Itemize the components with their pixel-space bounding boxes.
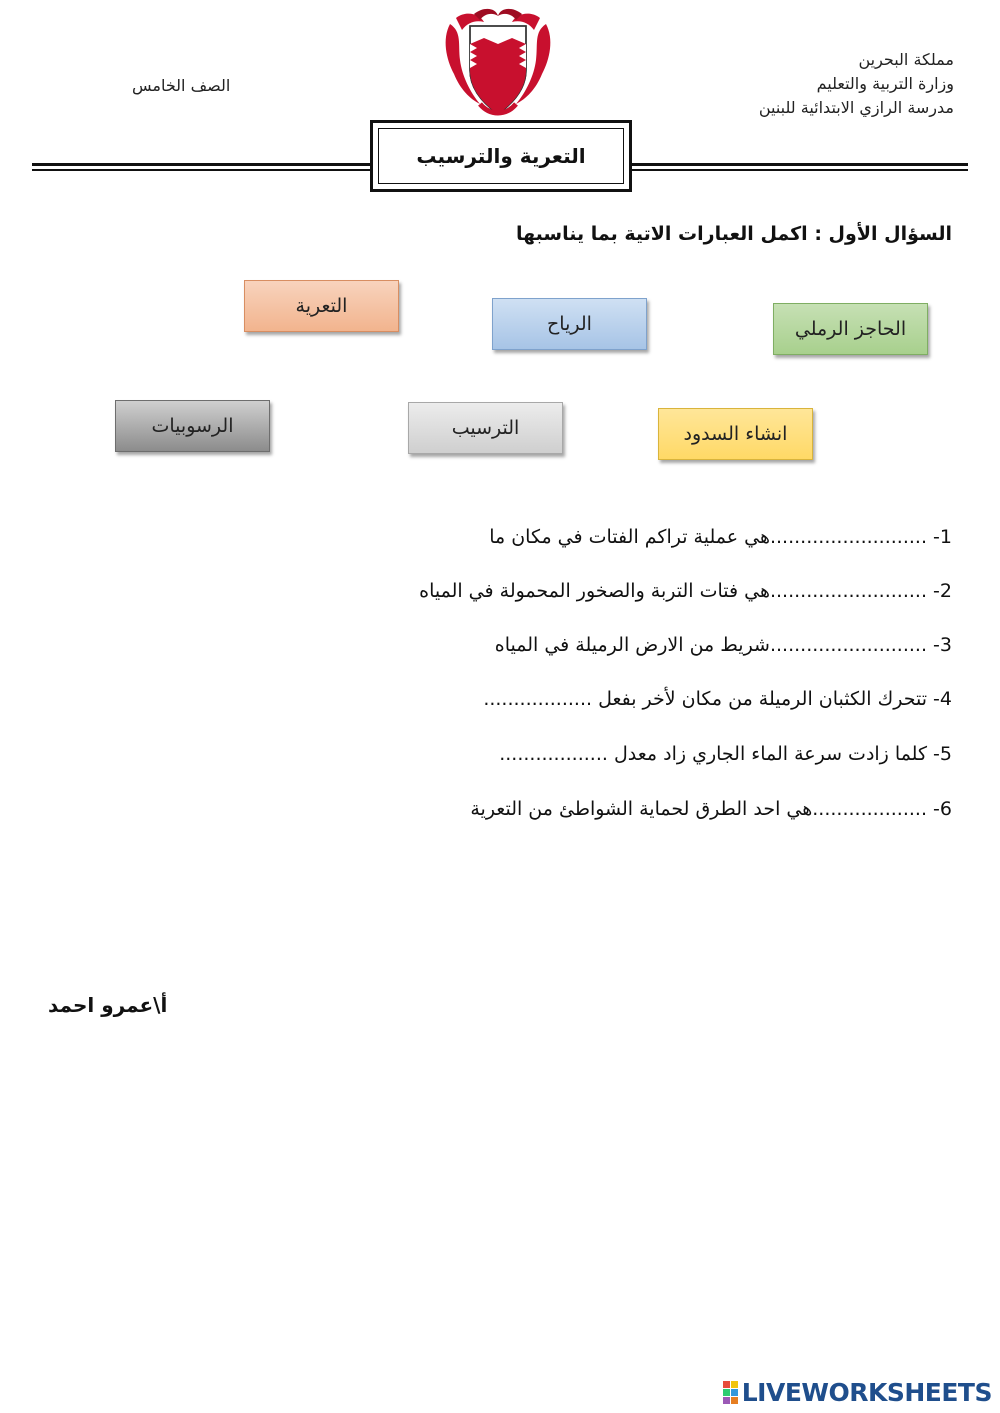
word-chip-sediments[interactable]: الرسوبيات [115, 400, 270, 452]
header-rule-left-bottom [32, 169, 372, 171]
statement-3[interactable]: 3- ..........................شريط من الارض الرميلة في المياه [494, 634, 952, 656]
word-chip-deposition[interactable]: الترسيب [408, 402, 563, 454]
header-rule-right-bottom [632, 169, 968, 171]
ministry-name: وزارة التربية والتعليم [816, 74, 954, 93]
bahrain-emblem-icon [440, 4, 556, 124]
header-rule-left-top [32, 163, 372, 166]
word-chip-wind[interactable]: الرياح [492, 298, 647, 350]
brand-name: LIVEWORKSHEETS [741, 1378, 992, 1407]
worksheet-title: التعرية والترسيب [416, 144, 586, 168]
country-name: مملكة البحرين [858, 50, 954, 69]
statement-1[interactable]: 1- ..........................هي عملية تراكم الفتات في مكان ما [489, 526, 952, 548]
header-rule-right-top [632, 163, 968, 166]
question-prompt: السؤال الأول : اكمل العبارات الاتية بما يناسبها [515, 223, 952, 245]
liveworksheets-logo-icon [723, 1381, 738, 1404]
word-chip-sand-barrier[interactable]: الحاجز الرملي [773, 303, 928, 355]
grade-label: الصف الخامس [132, 76, 231, 95]
teacher-signature: أ\عمرو احمد [48, 993, 168, 1017]
statement-2[interactable]: 2- ..........................هي فتات التربة والصخور المحمولة في المياه [419, 580, 952, 602]
statement-5[interactable]: 5- كلما زادت سرعة الماء الجاري زاد معدل .................. [499, 743, 952, 765]
word-chip-erosion[interactable]: التعرية [244, 280, 399, 332]
statement-6[interactable]: 6- ...................هي احد الطرق لحماية الشواطئ من التعرية [470, 798, 952, 820]
word-chip-dam-building[interactable]: انشاء السدود [658, 408, 813, 460]
title-box [370, 120, 632, 192]
statement-4[interactable]: 4- تتحرك الكثبان الرميلة من مكان لأخر بفعل .................. [483, 688, 952, 710]
liveworksheets-brand [723, 1378, 992, 1407]
school-header [634, 48, 954, 120]
school-name: مدرسة الرازي الابتدائية للبنين [758, 98, 954, 117]
